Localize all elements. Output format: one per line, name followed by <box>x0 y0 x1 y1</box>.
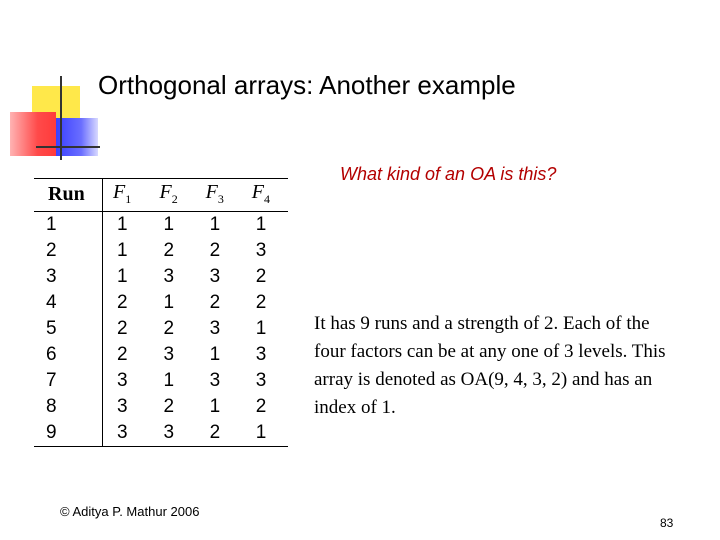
factor-cell: 3 <box>255 344 267 365</box>
factor-cell: 1 <box>209 344 221 365</box>
page-number: 83 <box>660 516 674 530</box>
table-row <box>34 420 288 447</box>
factor-cell: 2 <box>163 396 175 417</box>
factor-cell: 1 <box>163 214 175 235</box>
factor-cell: 1 <box>163 370 175 391</box>
header-factor-3: $F_3$ <box>196 179 242 212</box>
factor-cell: 3 <box>255 240 267 261</box>
factor-cell: 1 <box>242 420 288 447</box>
factor-cell: 3 <box>117 396 128 417</box>
table-row <box>34 342 288 368</box>
run-cell: 2 <box>34 238 103 264</box>
factor-cell: 3 <box>209 266 221 287</box>
factor-cell: 1 <box>255 318 267 339</box>
factor-cell: 1 <box>117 266 128 287</box>
factor-cell: 1 <box>117 240 128 261</box>
factor-cell: 1 <box>209 214 221 235</box>
table-row <box>34 368 288 394</box>
header-factor-2: $F_2$ <box>149 179 195 212</box>
table-row <box>34 238 288 264</box>
decor-red-square <box>10 112 56 156</box>
decor-horizontal-line <box>36 146 100 148</box>
table-header-row <box>34 179 288 212</box>
factor-cell: 3 <box>209 370 221 391</box>
header-factor-1: $F_1$ <box>103 179 150 212</box>
factor-cell: 3 <box>117 370 128 391</box>
factor-cell: 2 <box>255 266 267 287</box>
factor-cell: 2 <box>255 396 267 417</box>
factor-cell: 1 <box>117 214 128 235</box>
table-row <box>34 316 288 342</box>
run-cell: 6 <box>34 342 103 368</box>
factor-cell: 3 <box>209 318 221 339</box>
factor-cell: 2 <box>117 292 128 313</box>
factor-cell: 3 <box>149 420 195 447</box>
run-cell: 7 <box>34 368 103 394</box>
factor-cell: 2 <box>196 420 242 447</box>
run-cell: 8 <box>34 394 103 420</box>
factor-cell: 2 <box>209 240 221 261</box>
header-run: Run <box>34 179 103 212</box>
run-cell: 3 <box>34 264 103 290</box>
run-cell: 9 <box>34 420 103 447</box>
factor-cell: 3 <box>255 370 267 391</box>
header-factor-4: $F_4$ <box>242 179 288 212</box>
orthogonal-array-table <box>34 178 288 447</box>
factor-cell: 1 <box>163 292 175 313</box>
table-row <box>34 290 288 316</box>
factor-cell: 2 <box>117 344 128 365</box>
run-cell: 4 <box>34 290 103 316</box>
factor-cell: 3 <box>103 420 150 447</box>
question-text: What kind of an OA is this? <box>340 164 557 184</box>
footer-copyright: © Aditya P. Mathur 2006 <box>60 504 200 519</box>
factor-cell: 2 <box>209 292 221 313</box>
table-row <box>34 264 288 290</box>
decor-blue-square <box>56 118 98 156</box>
factor-cell: 3 <box>163 344 175 365</box>
table-row <box>34 394 288 420</box>
factor-cell: 3 <box>163 266 175 287</box>
run-cell: 1 <box>34 212 103 239</box>
factor-cell: 1 <box>209 396 221 417</box>
page-title: Orthogonal arrays: Another example <box>98 70 516 100</box>
factor-cell: 2 <box>117 318 128 339</box>
description-paragraph: It has 9 runs and a strength of 2. Each of the four factors can be at any one of 3 levels. This array is denoted as OA(9, 4, 3, 2) and has an index of 1. <box>314 313 666 418</box>
table-row <box>34 212 288 239</box>
factor-cell: 2 <box>163 318 175 339</box>
factor-cell: 1 <box>255 214 267 235</box>
run-cell: 5 <box>34 316 103 342</box>
factor-cell: 2 <box>255 292 267 313</box>
factor-cell: 2 <box>163 240 175 261</box>
